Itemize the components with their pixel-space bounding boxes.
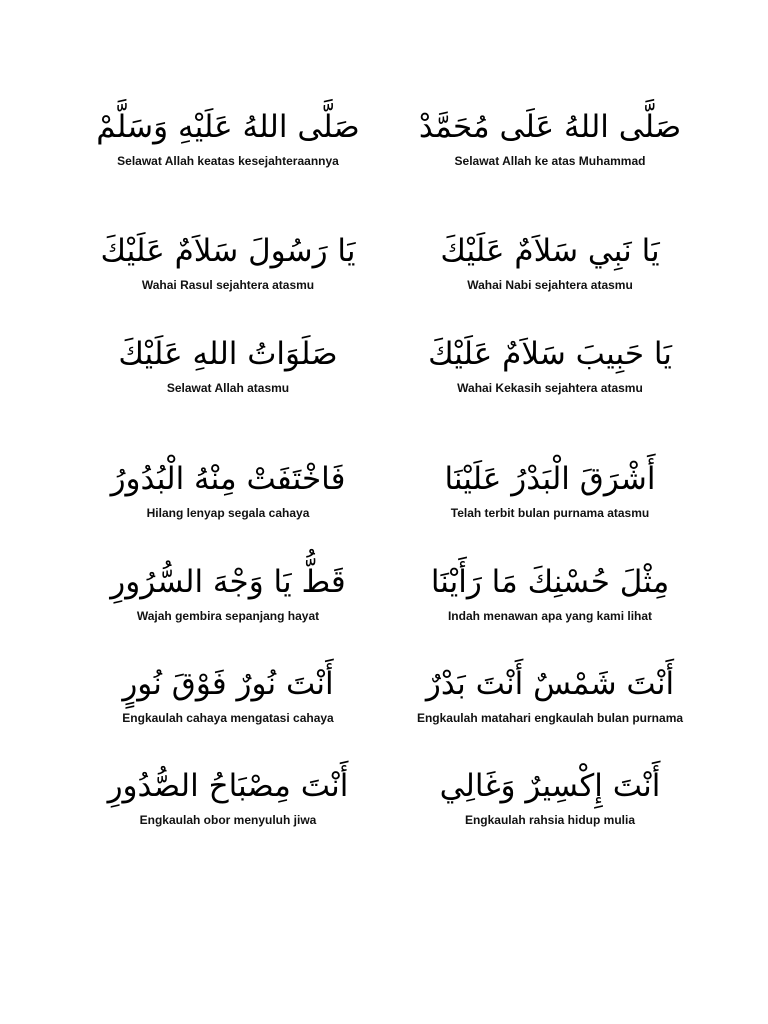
malay-translation: Engkaulah rahsia hidup mulia bbox=[464, 813, 636, 827]
verse-5-right bbox=[385, 559, 715, 624]
verse-3-right bbox=[385, 331, 715, 396]
verse-6-right bbox=[385, 661, 715, 726]
arabic-line: أَنْتَ إِكْسِيرٌ وَغَالِي bbox=[439, 768, 661, 804]
arabic-line: صَلَّى اللهُ عَلَى مُحَمَّدْ bbox=[418, 109, 682, 145]
verse-3-left bbox=[63, 331, 393, 396]
malay-translation: Engkaulah matahari engkaulah bulan purnama bbox=[416, 711, 684, 725]
verse-4-left bbox=[63, 456, 393, 521]
arabic-line: فَاخْتَفَتْ مِنْهُ الْبُدُورُ bbox=[110, 461, 346, 497]
verse-1-right bbox=[385, 104, 715, 169]
verse-1-left bbox=[63, 104, 393, 169]
malay-translation: Engkaulah cahaya mengatasi cahaya bbox=[122, 711, 334, 725]
malay-translation: Selawat Allah ke atas Muhammad bbox=[454, 154, 646, 168]
arabic-line: صَلَّى اللهُ عَلَيْهِ وَسَلَّمْ bbox=[96, 109, 360, 145]
malay-translation: Selawat Allah atasmu bbox=[166, 381, 290, 395]
verse-7-left bbox=[63, 763, 393, 828]
verse-6-left bbox=[63, 661, 393, 726]
malay-translation: Engkaulah obor menyuluh jiwa bbox=[139, 813, 317, 827]
arabic-line: صَلَوَاتُ اللهِ عَلَيْكَ bbox=[118, 336, 338, 372]
arabic-line: أَنْتَ مِصْبَاحُ الصُّدُورِ bbox=[107, 768, 349, 804]
verse-2-left bbox=[63, 228, 393, 293]
verse-2-right bbox=[385, 228, 715, 293]
arabic-line: أَنْتَ نُورٌ فَوْقَ نُورٍ bbox=[122, 666, 334, 702]
arabic-line: قَطُّ يَا وَجْهَ السُّرُورِ bbox=[110, 564, 346, 600]
arabic-line: يَا نَبِي سَلاَمٌ عَلَيْكَ bbox=[440, 233, 660, 269]
malay-translation: Wajah gembira sepanjang hayat bbox=[136, 609, 320, 623]
arabic-line: يَا رَسُولَ سَلاَمٌ عَلَيْكَ bbox=[100, 233, 356, 269]
malay-translation: Hilang lenyap segala cahaya bbox=[146, 506, 310, 520]
malay-translation: Selawat Allah keatas kesejahteraannya bbox=[117, 154, 339, 168]
arabic-line: مِثْلَ حُسْنِكَ مَا رَأَيْنَا bbox=[430, 564, 670, 600]
malay-translation: Indah menawan apa yang kami lihat bbox=[447, 609, 653, 623]
arabic-line: يَا حَبِيبَ سَلاَمٌ عَلَيْكَ bbox=[428, 336, 672, 372]
arabic-line: أَنْتَ شَمْسٌ أَنْتَ بَدْرٌ bbox=[425, 666, 675, 702]
malay-translation: Telah terbit bulan purnama atasmu bbox=[450, 506, 650, 520]
malay-translation: Wahai Rasul sejahtera atasmu bbox=[141, 278, 315, 292]
malay-translation: Wahai Nabi sejahtera atasmu bbox=[467, 278, 633, 292]
verse-7-right bbox=[385, 763, 715, 828]
verse-5-left bbox=[63, 559, 393, 624]
arabic-line: أَشْرَقَ الْبَدْرُ عَلَيْنَا bbox=[444, 461, 656, 497]
malay-translation: Wahai Kekasih sejahtera atasmu bbox=[457, 381, 643, 395]
verse-4-right bbox=[385, 456, 715, 521]
